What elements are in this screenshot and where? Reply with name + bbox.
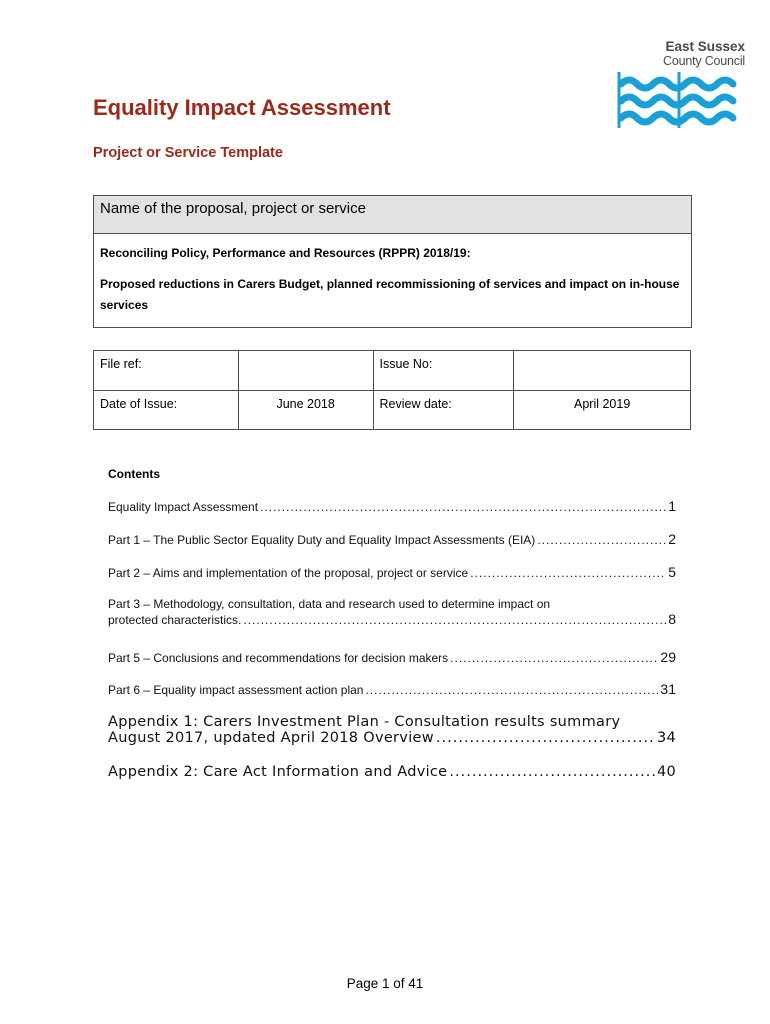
toc-entry[interactable] (108, 649, 676, 665)
toc-entry-title: Part 2 – Aims and implementation of the proposal, project or service (108, 566, 469, 580)
toc-entry-page: 2 (668, 531, 676, 547)
toc-entry-page: 8 (668, 611, 676, 627)
toc-entry-title: Part 5 – Conclusions and recommendations for decision makers (108, 651, 449, 665)
file-ref-label: File ref: (94, 351, 239, 391)
toc-entry-title: Equality Impact Assessment (108, 500, 259, 514)
toc-entry-page: 29 (660, 649, 676, 665)
date-of-issue-value: June 2018 (238, 390, 373, 430)
document-info-table (93, 350, 691, 430)
proposal-line2: Proposed reductions in Carers Budget, planned recommissioning of services and impact on in-house services (100, 277, 680, 312)
issue-no-value (514, 351, 691, 391)
table-row (94, 390, 691, 430)
toc-entry-title: Part 1 – The Public Sector Equality Duty and Equality Impact Assessments (EIA) (108, 533, 536, 547)
toc-entry-title-line1: Appendix 1: Carers Investment Plan - Consultation results summary (108, 714, 621, 730)
toc-entry-title-line1: Part 3 – Methodology, consultation, data and research used to determine impact on (108, 597, 551, 611)
toc-leader (537, 533, 666, 547)
page-number: Page 1 of 41 (346, 976, 424, 991)
proposal-name-box (93, 195, 692, 328)
toc-entry[interactable] (108, 498, 676, 514)
toc-entry-page: 31 (660, 681, 676, 697)
toc-entry-page: 34 (656, 730, 676, 746)
logo-line1: East Sussex (665, 39, 745, 54)
contents-heading: Contents (108, 467, 160, 481)
table-row (94, 351, 691, 391)
review-date-label: Review date: (373, 390, 514, 430)
toc-entry-title: Part 6 – Equality impact assessment action plan (108, 683, 364, 697)
toc-leader (450, 651, 658, 665)
toc-leader (449, 764, 655, 780)
toc-entry[interactable] (108, 531, 676, 547)
toc-entry[interactable] (108, 597, 676, 627)
toc-entry[interactable] (108, 564, 676, 580)
date-of-issue-label: Date of Issue: (94, 390, 239, 430)
page-title: Equality Impact Assessment (93, 95, 391, 120)
toc-entry[interactable] (108, 764, 676, 780)
issue-no-label: Issue No: (373, 351, 514, 391)
toc-entry-title: August 2017, updated April 2018 Overview (108, 730, 434, 746)
toc-entry[interactable] (108, 714, 676, 746)
page-subtitle: Project or Service Template (93, 145, 283, 161)
toc-leader (436, 730, 655, 746)
toc-leader (260, 500, 666, 514)
logo-text (663, 40, 745, 68)
waves-icon (617, 72, 745, 132)
east-sussex-logo (615, 40, 745, 132)
file-ref-value (238, 351, 373, 391)
toc-entry[interactable] (108, 681, 676, 697)
toc-leader (470, 566, 666, 580)
toc-entry-page: 40 (656, 764, 676, 780)
review-date-value: April 2019 (514, 390, 691, 430)
toc-entry-page: 1 (668, 498, 676, 514)
toc-leader (365, 683, 658, 697)
toc-entry-page: 5 (668, 564, 676, 580)
logo-line2: County Council (663, 54, 745, 68)
toc-entry-title: protected characteristics. (108, 613, 242, 627)
proposal-name-heading: Name of the proposal, project or service (94, 196, 691, 234)
proposal-line1: Reconciling Policy, Performance and Resources (RPPR) 2018/19: (100, 246, 471, 260)
toc-entry-title: Appendix 2: Care Act Information and Advice (108, 764, 448, 780)
toc-leader (243, 613, 666, 627)
proposal-name-body (94, 234, 691, 316)
